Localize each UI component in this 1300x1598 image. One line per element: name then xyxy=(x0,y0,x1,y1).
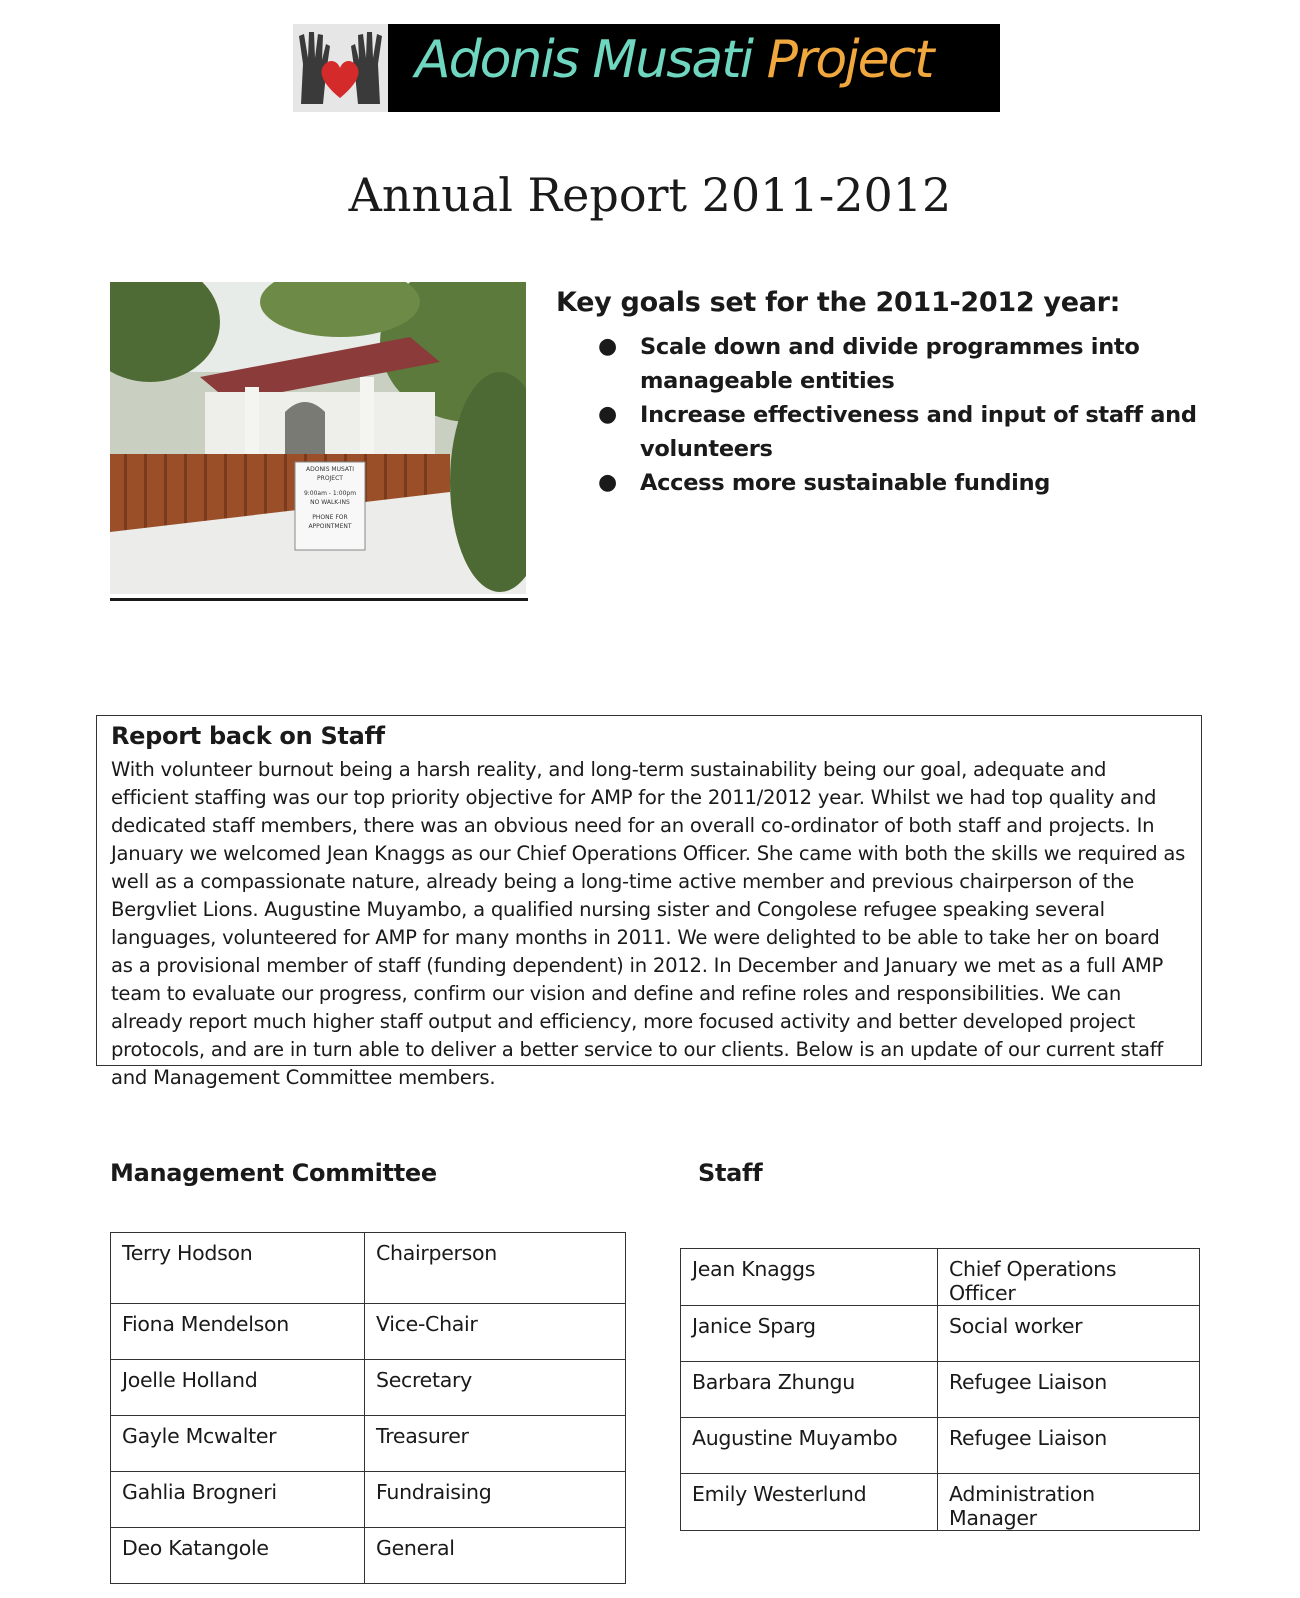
page-title: Annual Report 2011-2012 xyxy=(348,168,952,222)
staff-table xyxy=(680,1248,1200,1531)
management-table xyxy=(110,1232,626,1584)
staff-role: Refugee Liaison xyxy=(938,1362,1200,1418)
bullet-icon: ● xyxy=(598,402,617,427)
goal-item xyxy=(598,330,1218,398)
report-heading: Report back on Staff xyxy=(111,722,385,750)
photo-underline xyxy=(110,598,528,601)
table-row xyxy=(111,1304,626,1360)
goals-list xyxy=(598,330,1218,500)
member-name: Deo Katangole xyxy=(111,1528,365,1584)
goals-heading: Key goals set for the 2011-2012 year: xyxy=(556,287,1121,318)
member-role: Fundraising xyxy=(365,1472,626,1528)
member-name: Joelle Holland xyxy=(111,1360,365,1416)
member-role: General xyxy=(365,1528,626,1584)
table-row xyxy=(681,1474,1200,1531)
staff-heading: Staff xyxy=(698,1159,763,1187)
table-row xyxy=(681,1249,1200,1306)
logo-banner xyxy=(293,24,1000,112)
table-row xyxy=(681,1306,1200,1362)
member-role: Vice-Chair xyxy=(365,1304,626,1360)
member-name: Gayle Mcwalter xyxy=(111,1416,365,1472)
bullet-icon: ● xyxy=(598,334,617,359)
report-body: With volunteer burnout being a harsh reality, and long-term sustainability being our goal, adequate and efficient staffing was our top priority objective for AMP for the 2011/2012 year. Whilst we had top quality and dedicated staff members, there was an obvious need for an overall co-ordinator of both staff and projects. In January we welcomed Jean Knaggs as our Chief Operations Officer. She came with both the skills we required as well as a compassionate nature, already being a long-time active member and previous chairperson of the Bergvliet Lions. Augustine Muyambo, a qualified nursing sister and Congolese refugee speaking several languages, volunteered for AMP for many months in 2011. We were delighted to be able to take her on board as a provisional member of staff (funding dependent) in 2012. In December and January we met as a full AMP team to evaluate our progress, confirm our vision and define and refine roles and responsibilities. We can already report much higher staff output and efficiency, more focused activity and better developed project protocols, and are in turn able to deliver a better service to our clients. Below is an update of our current staff and Management Committee members. xyxy=(111,758,1186,1089)
sign-line: ADONIS MUSATI xyxy=(306,466,354,473)
staff-role: Social worker xyxy=(938,1306,1200,1362)
staff-name: Augustine Muyambo xyxy=(681,1418,938,1474)
member-role: Treasurer xyxy=(365,1416,626,1472)
staff-role: Administration Manager xyxy=(938,1474,1200,1531)
report-box xyxy=(96,715,1202,1089)
sign-line: PROJECT xyxy=(317,475,343,482)
sign-line: NO WALK-INS xyxy=(310,499,350,506)
sign-line: 9:00am - 1:00pm xyxy=(303,490,357,497)
member-name: Fiona Mendelson xyxy=(111,1304,365,1360)
table-row xyxy=(111,1233,626,1304)
member-name: Terry Hodson xyxy=(111,1233,365,1304)
goal-text: Increase effectiveness and input of staff and volunteers xyxy=(640,402,1197,462)
table-row xyxy=(681,1418,1200,1474)
member-role: Chairperson xyxy=(365,1233,626,1304)
logo-text-name: Adonis Musati xyxy=(415,30,753,90)
goal-text: Scale down and divide programmes into manageable entities xyxy=(640,334,1140,394)
logo-text xyxy=(415,30,933,90)
staff-role: Chief Operations Officer xyxy=(938,1249,1200,1306)
bullet-icon: ● xyxy=(598,470,617,495)
table-row xyxy=(111,1416,626,1472)
sign-line: PHONE FOR APPOINTMENT xyxy=(308,514,352,530)
member-name: Gahlia Brogneri xyxy=(111,1472,365,1528)
management-heading: Management Committee xyxy=(110,1159,437,1187)
table-row xyxy=(111,1528,626,1584)
goal-text: Access more sustainable funding xyxy=(640,470,1051,496)
staff-name: Barbara Zhungu xyxy=(681,1362,938,1418)
table-row xyxy=(111,1472,626,1528)
goal-item xyxy=(598,398,1218,466)
staff-name: Emily Westerlund xyxy=(681,1474,938,1531)
hands-heart-logo-icon xyxy=(293,24,388,112)
staff-name: Jean Knaggs xyxy=(681,1249,938,1306)
building-photo xyxy=(110,282,526,594)
member-role: Secretary xyxy=(365,1360,626,1416)
table-row xyxy=(681,1362,1200,1418)
staff-role: Refugee Liaison xyxy=(938,1418,1200,1474)
staff-name: Janice Sparg xyxy=(681,1306,938,1362)
goal-item xyxy=(598,466,1218,500)
table-row xyxy=(111,1360,626,1416)
sign xyxy=(296,465,364,531)
logo-text-project: Project xyxy=(766,30,933,90)
